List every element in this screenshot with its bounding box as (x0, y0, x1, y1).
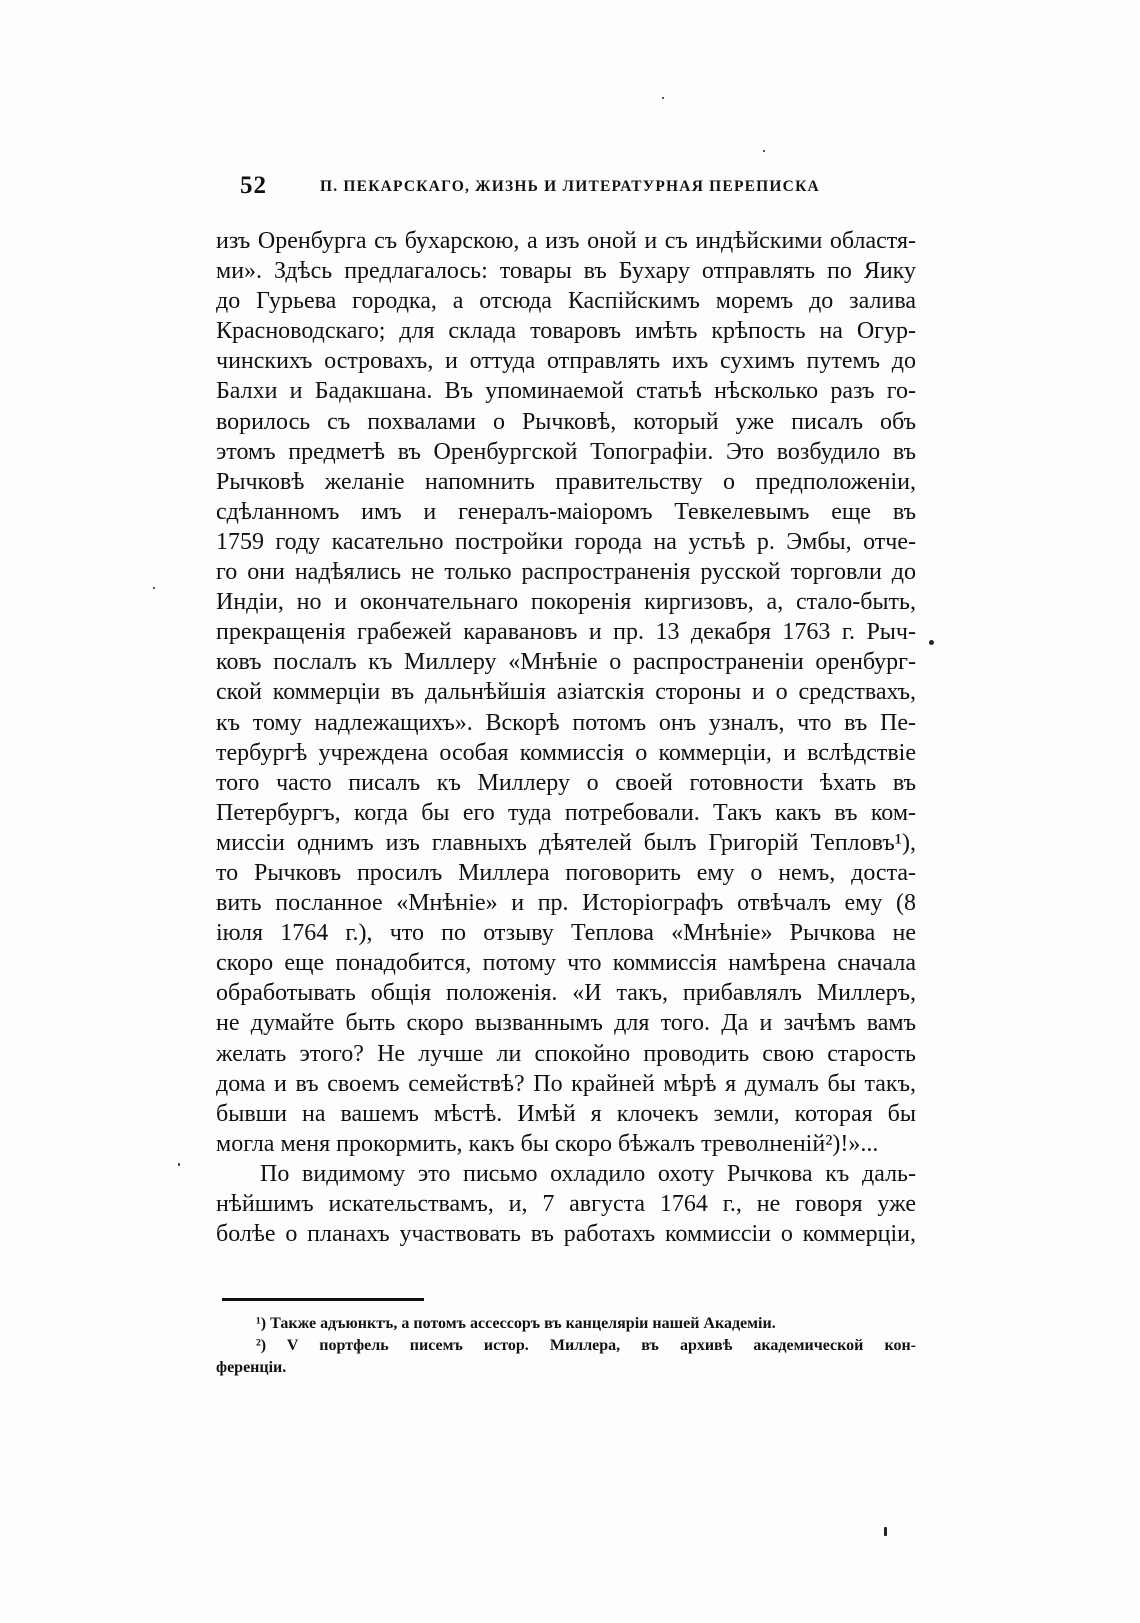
text-line: обработывать общія положенія. «И такъ, прибавлялъ Миллеръ, (216, 980, 916, 1007)
text-line: Красноводскаго; для склада товаровъ имѣть крѣпость на Огур- (216, 318, 916, 345)
text-line: желать этого? Не лучше ли спокойно проводить свою старость (216, 1040, 916, 1067)
text-line: чинскихъ островахъ, и оттуда отправлять ихъ сухимъ путемъ до (216, 348, 916, 375)
text-line: не думайте быть скоро вызваннымъ для того. Да и зачѣмъ вамъ (216, 1010, 916, 1037)
text-line: вить посланное «Мнѣніе» и пр. Исторіографъ отвѣчалъ ему (8 (216, 890, 916, 917)
footnote-2: ²) V портфель писемъ истор. Миллера, въ архивѣ академической кон- (256, 1337, 916, 1354)
text-line: сдѣланномъ имъ и генералъ-маіоромъ Тевкелевымъ еще въ (216, 498, 916, 525)
running-title: П. ПЕКАРСКАГО, ЖИЗНЬ И ЛИТЕРАТУРНАЯ ПЕРЕПИСКА (320, 178, 820, 195)
text-line: тербургѣ учреждена особая коммиссія о коммерціи, и вслѣдствіе (216, 739, 916, 766)
text-line: скоро еще понадобится, потому что коммиссія намѣрена сначала (216, 950, 916, 977)
footnotes (216, 1313, 916, 1379)
text-line: ской коммерціи въ дальнѣйшія азіатскія стороны и о средствахъ, (216, 679, 916, 706)
text-line: миссіи однимъ изъ главныхъ дѣятелей былъ Григорій Тепловъ¹), (216, 829, 916, 856)
text-line: нѣйшимъ искательствамъ, и, 7 августа 1764 г., не говоря уже (216, 1191, 916, 1217)
text-line: этомъ предметѣ въ Оренбургской Топографіи. Это возбудило въ (216, 438, 916, 465)
text-line: го они надѣялись не только распространенія русской торговли до (216, 559, 916, 586)
footnote-1: ¹) Также адъюнктъ, а потомъ ассессоръ въ канцеляріи нашей Академіи. (256, 1315, 776, 1332)
text-line: ворилось съ похвалами о Рычковѣ, который уже писалъ объ (216, 408, 916, 435)
text-line: болѣе о планахъ участвовать въ работахъ коммиссіи о коммерціи, (216, 1221, 916, 1248)
text-line: до Гурьева городка, а отсюда Каспійскимъ моремъ до залива (216, 288, 916, 315)
text-line: іюля 1764 г.), что по отзыву Теплова «Мнѣніе» Рычкова не (216, 920, 916, 947)
footnote-2-continuation: ференціи. (216, 1359, 287, 1376)
text-line: то Рычковъ просилъ Миллера поговорить ему о немъ, доста- (216, 859, 916, 886)
scan-speck (929, 640, 934, 645)
text-line: ми». Здѣсь предлагалось: товары въ Бухару отправлять по Яику (216, 258, 916, 285)
paragraph-start-line: По видимому это письмо охладило охоту Рычкова къ даль- (260, 1160, 916, 1187)
page-header (240, 172, 920, 202)
text-line: Индіи, но и окончательнаго покоренія киргизовъ, а, стало-быть, (216, 589, 916, 616)
text-line: бывши на вашемъ мѣстѣ. Имѣй я клочекъ земли, которая бы (216, 1100, 916, 1127)
text-line: того часто писалъ къ Миллеру о своей готовности ѣхать въ (216, 769, 916, 796)
main-text (216, 226, 916, 1249)
text-line: дома и въ своемъ семействѣ? По крайней мѣрѣ я думалъ бы такъ, (216, 1070, 916, 1097)
footnote-divider (222, 1298, 424, 1301)
page-number: 52 (240, 172, 267, 199)
text-line: къ тому надлежащихъ». Вскорѣ потомъ онъ узналъ, что въ Пе- (216, 709, 916, 736)
text-line: Рычковѣ желаніе напомнить правительству о предположеніи, (216, 468, 916, 495)
scan-speck (662, 97, 664, 99)
text-line: ковъ послалъ къ Миллеру «Мнѣніе о распространеніи оренбург- (216, 649, 916, 676)
text-line: прекращенія грабежей каравановъ и пр. 13 декабря 1763 г. Рыч- (216, 619, 916, 646)
scan-speck (153, 587, 155, 589)
scan-speck (763, 150, 765, 152)
text-line: изъ Оренбурга съ бухарскою, а изъ оной и съ индѣйскими областя- (216, 228, 916, 254)
scan-speck (884, 1527, 887, 1536)
text-line: могла меня прокормить, какъ бы скоро бѣжалъ треволненій²)!»... (216, 1130, 879, 1157)
scan-speck (178, 1163, 180, 1166)
text-line: Балхи и Бадакшана. Въ упоминаемой статьѣ нѣсколько разъ го- (216, 378, 916, 405)
text-line: Петербургъ, когда бы его туда потребовали. Такъ какъ въ ком- (216, 799, 916, 826)
text-line: 1759 году касательно постройки города на устьѣ р. Эмбы, отче- (216, 528, 916, 555)
